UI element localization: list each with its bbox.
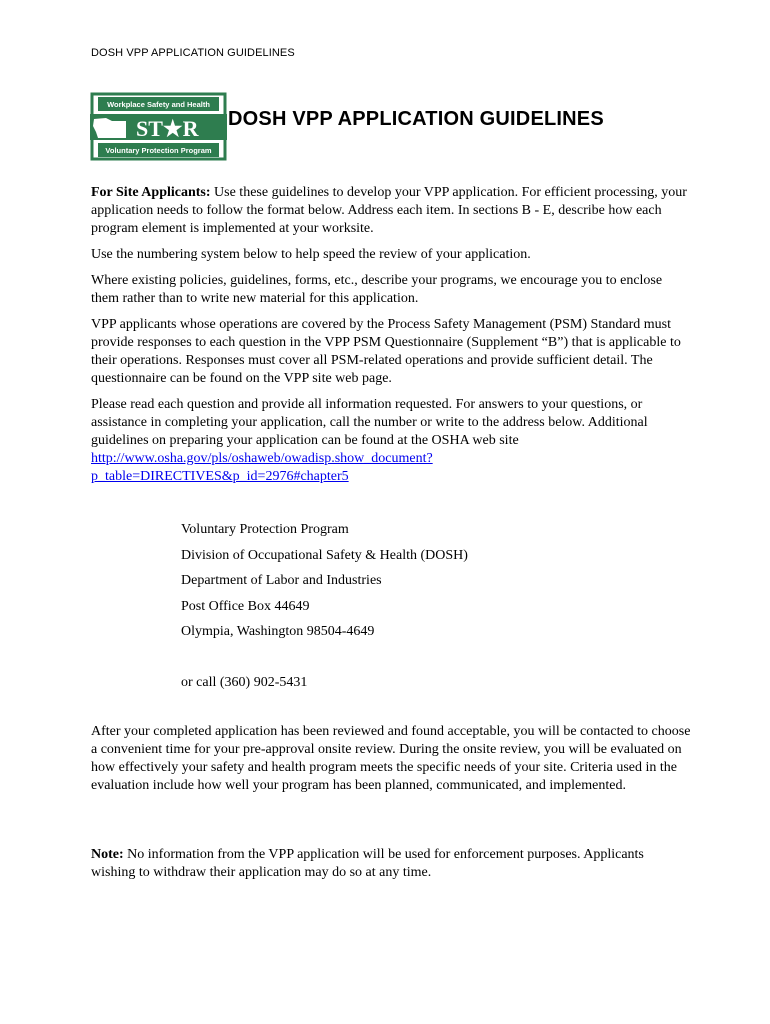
- note-section: [91, 846, 691, 890]
- contact-paragraph: [91, 396, 691, 486]
- note-label: Note:: [91, 847, 124, 862]
- osha-link-line1: http://www.osha.gov/pls/oshaweb/owadisp.show_document?: [91, 451, 433, 466]
- contact-text: Please read each question and provide all information requested. For answers to your questions, or assistance in completing your application, call the number or write to the address below. Additional guidelines on preparing your application can be found at the OSHA web site: [91, 397, 648, 448]
- address-line-3: Department of Labor and Industries: [181, 573, 382, 588]
- after-review-paragraph: After your completed application has been reviewed and found acceptable, you will be contacted to choose a convenient time for your pre-approval onsite review. During the onsite review, you will be evaluated on how effectively your safety and health program meets the specific needs of your site. Criteria used in the evaluation include how well your program has been planned, communicated, and implemented.: [91, 724, 691, 793]
- psm-paragraph: VPP applicants whose operations are covered by the Process Safety Management (PSM) Standard must provide responses to each question in the VPP PSM Questionnaire (Supplement “B”) that is applicable to their operations. Responses must cover all PSM-related operations and provide sufficient detail. The questionnaire can be found on the VPP site web page.: [91, 317, 681, 386]
- note-text: No information from the VPP application will be used for enforcement purposes. Applicants wishing to withdraw their application may do so at any time.: [91, 847, 644, 880]
- osha-link-line2: p_table=DIRECTIVES&p_id=2976#chapter5: [91, 469, 349, 484]
- logo-bottom-text: Voluntary Protection Program: [105, 146, 212, 155]
- phone-line: or call (360) 902-5431: [181, 675, 308, 690]
- after-review-section: [91, 723, 691, 803]
- intro-section: [91, 184, 691, 494]
- running-header: DOSH VPP APPLICATION GUIDELINES: [91, 47, 295, 59]
- wa-star-logo: [90, 92, 227, 161]
- intro-paragraph-3: Where existing policies, guidelines, forms, etc., describe your programs, we encourage you to enclose them rather than to write new material for this application.: [91, 273, 663, 306]
- intro-paragraph-2: Use the numbering system below to help speed the review of your application.: [91, 247, 531, 262]
- intro-paragraph-1: [91, 184, 691, 238]
- address-line-5: Olympia, Washington 98504-4649: [181, 624, 375, 639]
- mailing-address: [181, 517, 468, 696]
- logo-star-text: ST★R: [136, 116, 199, 141]
- address-line-1: Voluntary Protection Program: [181, 522, 349, 537]
- site-applicants-label: For Site Applicants:: [91, 185, 211, 200]
- logo-top-text: Workplace Safety and Health: [107, 100, 210, 109]
- washington-state-shape: [93, 118, 126, 138]
- note-paragraph: [91, 846, 691, 882]
- osha-link[interactable]: [91, 451, 433, 484]
- address-line-2: Division of Occupational Safety & Health (DOSH): [181, 547, 468, 563]
- address-line-4: Post Office Box 44649: [181, 598, 310, 614]
- intro-lead-text: Use these guidelines to develop your VPP application. For efficient processing, your application needs to follow the format below. Address each item. In sections B - E, describe how each program element is implemented at your worksite.: [91, 185, 687, 236]
- page-title: DOSH VPP APPLICATION GUIDELINES: [228, 108, 604, 130]
